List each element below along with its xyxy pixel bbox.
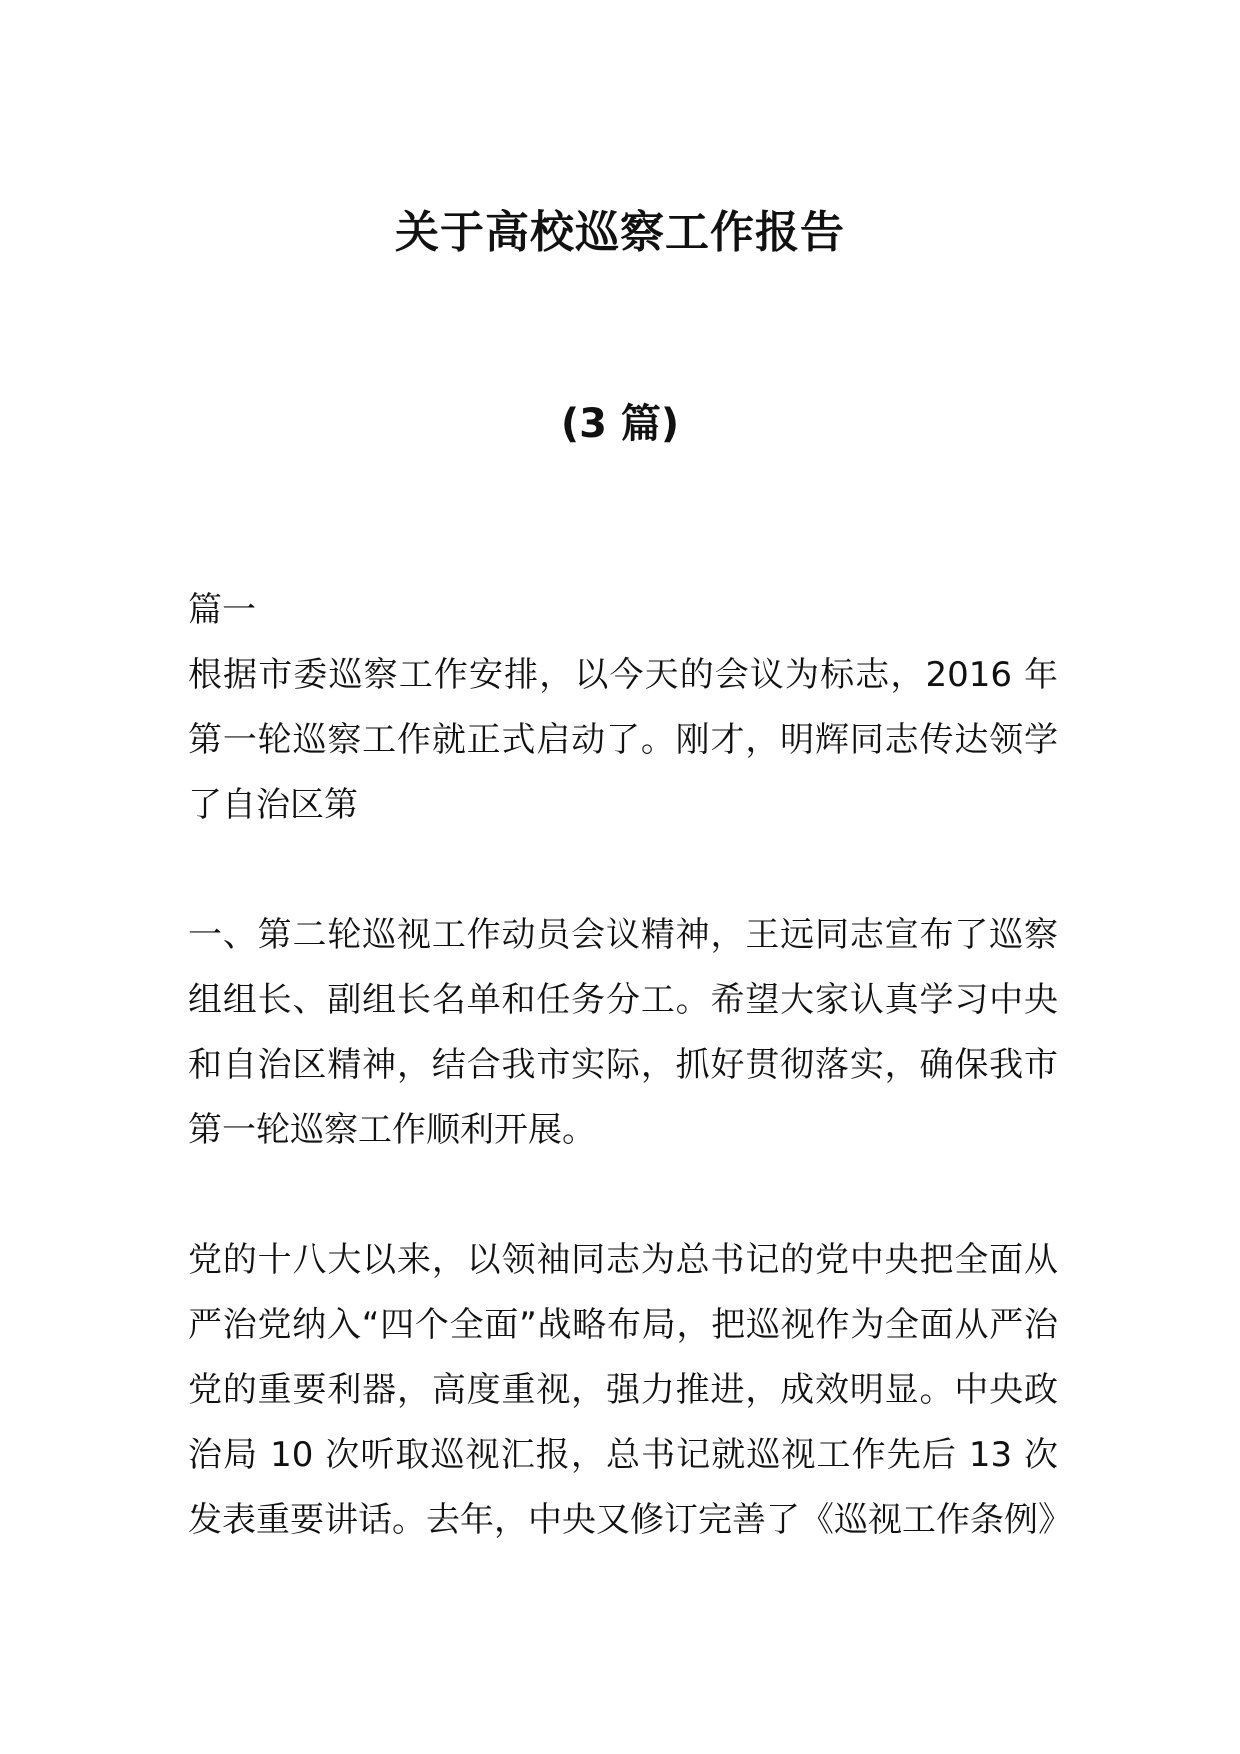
paragraph-3: 党的十八大以来，以领袖同志为总书记的党中央把全面从严治党纳入“四个全面”战略布局，把巡视作为全面从严治党的重要利器，高度重视，强力推进，成效明显。中央政治局 10 次听取巡视汇报，总书记就巡视工作先后 13 次发表重要讲话。去年，中央又修订完善了《巡视工作条例》	[188, 1240, 1072, 1540]
paragraph-1: 根据市委巡察工作安排，以今天的会议为标志，2016 年第一轮巡察工作就正式启动了。刚才，明辉同志传达领学了自治区第	[188, 655, 1058, 825]
document-body	[188, 578, 1072, 1553]
section-label: 篇一	[188, 590, 256, 630]
paragraph-2: 一、第二轮巡视工作动员会议精神，王远同志宣布了巡察组组长、副组长名单和任务分工。希望大家认真学习中央和自治区精神，结合我市实际，抓好贯彻落实，确保我市第一轮巡察工作顺利开展。	[188, 915, 1058, 1150]
document-subtitle: (3 篇)	[560, 401, 680, 447]
document-title: 关于高校巡察工作报告	[395, 207, 845, 258]
